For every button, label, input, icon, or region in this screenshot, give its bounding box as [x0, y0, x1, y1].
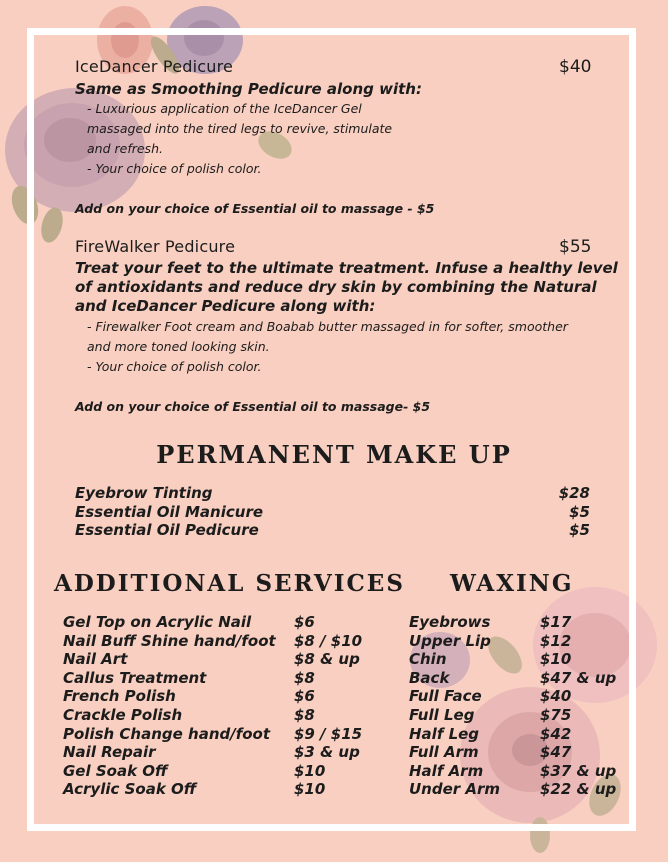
- item-price: $10: [540, 650, 572, 669]
- item-name: Gel Top on Acrylic Nail: [63, 613, 252, 631]
- list-item: [409, 632, 619, 651]
- list-item: [75, 521, 590, 540]
- list-item: [63, 632, 373, 651]
- list-item: [409, 650, 619, 669]
- item-name: Nail Art: [63, 650, 128, 669]
- list-item: [409, 687, 619, 706]
- item-name: Half Arm: [409, 761, 484, 780]
- item-name: Half Leg: [409, 724, 480, 743]
- item-name: Full Arm: [409, 743, 479, 762]
- item-price: $47 & up: [540, 668, 617, 687]
- item-price: $6: [294, 613, 315, 631]
- list-item: [63, 669, 373, 688]
- item-price: $10: [294, 780, 326, 799]
- list-item: [63, 780, 373, 799]
- item-price: $3 & up: [294, 743, 360, 762]
- list-item: [409, 725, 619, 744]
- permanent-makeup-list: [75, 484, 590, 540]
- item-name: Crackle Polish: [63, 705, 183, 724]
- item-price: $9 / $15: [294, 724, 363, 743]
- item-name: Full Leg: [409, 705, 475, 724]
- detail-line: massaged into the tired legs to revive, stimulate: [87, 121, 393, 136]
- item-name: Gel Soak Off: [63, 761, 168, 780]
- detail-line: and more toned looking skin.: [87, 339, 270, 354]
- item-price: $5: [569, 502, 590, 521]
- item-name: Upper Lip: [409, 631, 491, 650]
- item-price: $40: [540, 687, 572, 706]
- item-price: $10: [294, 761, 326, 780]
- firewalker-price: $55: [559, 237, 592, 257]
- waxing-heading: WAXING: [450, 570, 574, 597]
- detail-line: - Firewalker Foot cream and Boabab butter massaged in for softer, smoother: [87, 319, 568, 334]
- list-item: [409, 743, 619, 762]
- additional-services-list: [63, 613, 373, 799]
- list-item: [409, 706, 619, 725]
- detail-line: - Your choice of polish color.: [87, 359, 262, 374]
- icedancer-addon: Add on your choice of Essential oil to massage - $5: [75, 201, 435, 216]
- item-price: $12: [540, 631, 572, 650]
- item-price: $75: [540, 705, 572, 724]
- detail-line: and refresh.: [87, 141, 163, 156]
- subtitle-line: and IceDancer Pedicure along with:: [75, 297, 376, 315]
- firewalker-addon: Add on your choice of Essential oil to massage- $5: [75, 399, 431, 414]
- item-price: $8: [294, 668, 315, 687]
- item-name: Acrylic Soak Off: [63, 780, 197, 799]
- subtitle-line: of antioxidants and reduce dry skin by combining the Natural: [75, 278, 597, 296]
- list-item: [63, 706, 373, 725]
- item-name: Back: [409, 668, 450, 687]
- item-name: Essential Oil Manicure: [75, 502, 264, 521]
- item-name: Chin: [409, 650, 447, 669]
- permanent-makeup-heading: PERMANENT MAKE UP: [156, 440, 512, 469]
- item-price: $17: [540, 613, 572, 631]
- item-price: $8 / $10: [294, 631, 363, 650]
- list-item: [63, 650, 373, 669]
- firewalker-subtitle: [75, 259, 618, 316]
- list-item: [409, 780, 619, 799]
- item-name: Eyebrow Tinting: [75, 484, 213, 502]
- firewalker-details: [87, 317, 568, 377]
- subtitle-line: Treat your feet to the ultimate treatment. Infuse a healthy level: [75, 259, 618, 277]
- list-item: [409, 669, 619, 688]
- detail-line: - Luxurious application of the IceDancer Gel: [87, 101, 362, 116]
- item-price: $8 & up: [294, 650, 360, 669]
- icedancer-price: $40: [559, 57, 592, 77]
- item-price: $42: [540, 724, 572, 743]
- item-price: $8: [294, 705, 315, 724]
- item-name: Callus Treatment: [63, 668, 207, 687]
- item-price: $37 & up: [540, 761, 617, 780]
- item-name: Polish Change hand/foot: [63, 724, 271, 743]
- item-price: $47: [540, 743, 572, 762]
- detail-line: - Your choice of polish color.: [87, 161, 262, 176]
- list-item: [75, 484, 590, 503]
- list-item: [63, 762, 373, 781]
- list-item: [63, 687, 373, 706]
- list-item: [409, 613, 619, 632]
- icedancer-subtitle: Same as Smoothing Pedicure along with:: [75, 80, 422, 98]
- list-item: [409, 762, 619, 781]
- item-price: $22 & up: [540, 780, 617, 799]
- item-price: $28: [558, 484, 590, 502]
- item-name: Under Arm: [409, 780, 501, 799]
- list-item: [63, 725, 373, 744]
- item-price: $6: [294, 687, 315, 706]
- item-name: French Polish: [63, 687, 176, 706]
- item-name: Eyebrows: [409, 613, 491, 631]
- icedancer-details: [87, 99, 392, 179]
- item-price: $5: [569, 521, 590, 540]
- item-name: Full Face: [409, 687, 482, 706]
- waxing-list: [409, 613, 619, 799]
- additional-services-heading: ADDITIONAL SERVICES: [54, 570, 405, 597]
- list-item: [63, 613, 373, 632]
- icedancer-title: IceDancer Pedicure: [75, 57, 234, 76]
- item-name: Nail Repair: [63, 743, 156, 762]
- firewalker-title: FireWalker Pedicure: [75, 237, 236, 256]
- list-item: [75, 503, 590, 522]
- list-item: [63, 743, 373, 762]
- item-name: Essential Oil Pedicure: [75, 521, 259, 540]
- item-name: Nail Buff Shine hand/foot: [63, 631, 276, 650]
